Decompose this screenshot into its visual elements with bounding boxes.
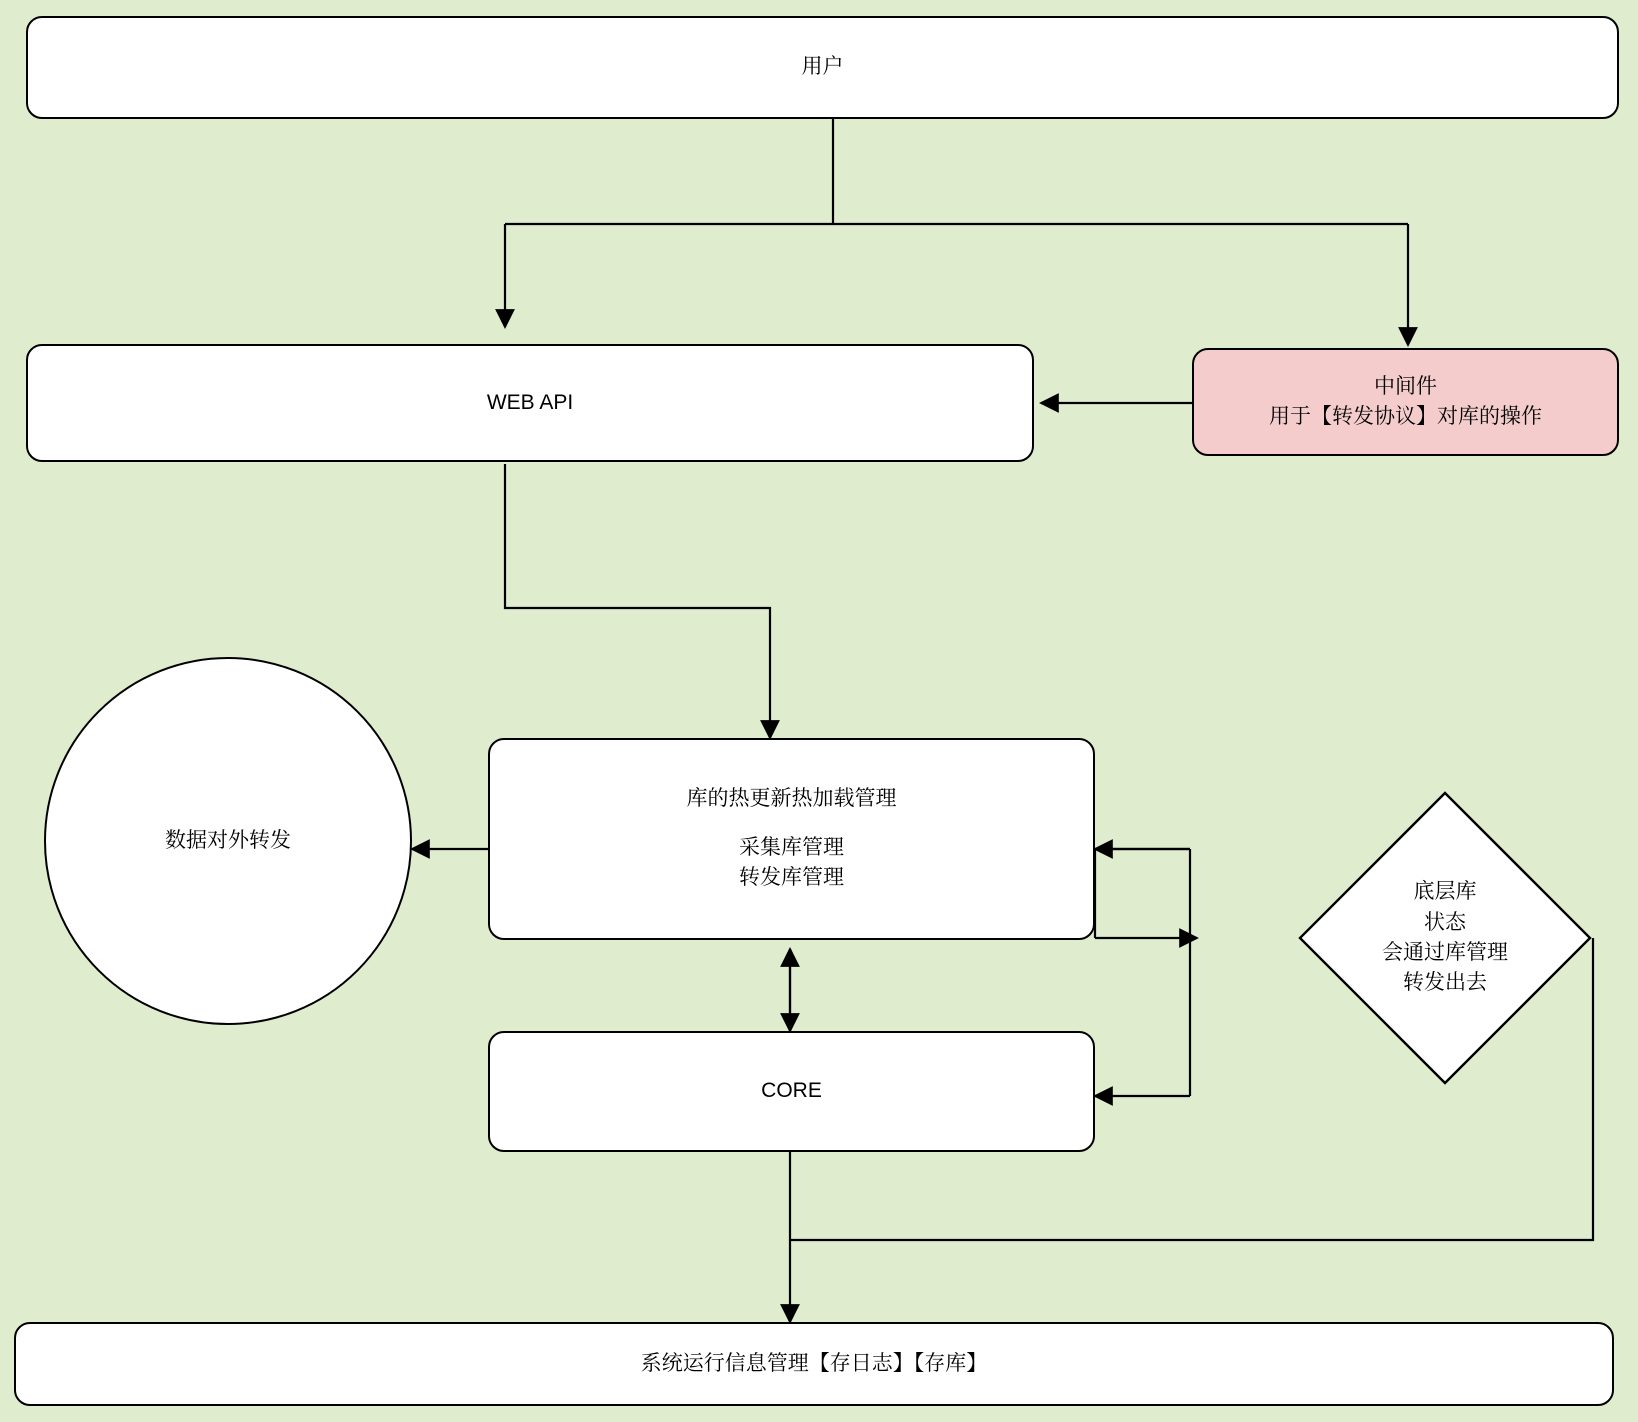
bottom-library-state-node[interactable] <box>1297 790 1593 1086</box>
user-node[interactable] <box>26 16 1619 119</box>
web-api-node[interactable] <box>26 344 1034 462</box>
system-runtime-info-node[interactable] <box>14 1322 1614 1406</box>
library-hot-update-node-label-line2: 采集库管理 <box>739 835 844 859</box>
library-hot-update-node[interactable] <box>488 738 1095 940</box>
middleware-node[interactable] <box>1192 348 1619 456</box>
library-hot-update-node-label-line1: 库的热更新热加载管理 <box>686 787 897 811</box>
bottom-library-state-label-line4: 转发出去 <box>1403 971 1487 995</box>
bottom-library-state-label-line1: 底层库 <box>1413 880 1477 904</box>
system-runtime-info-node-label: 系统运行信息管理【存日志】【存库】 <box>640 1351 988 1375</box>
core-node-label: CORE <box>761 1079 822 1103</box>
middleware-node-label-line2: 用于【转发协议】对库的操作 <box>1269 405 1542 428</box>
bottom-library-state-label-line3: 会通过库管理 <box>1382 941 1508 964</box>
library-hot-update-node-label-line3: 转发库管理 <box>739 866 844 890</box>
web-api-node-label: WEB API <box>486 390 574 414</box>
core-node[interactable] <box>488 1031 1095 1152</box>
user-node-label: 用户 <box>801 55 844 79</box>
data-forward-node[interactable] <box>44 657 412 1025</box>
data-forward-node-label: 数据对外转发 <box>165 828 291 852</box>
bottom-library-state-label-line2: 状态 <box>1424 910 1466 934</box>
middleware-node-label-line1: 中间件 <box>1374 374 1437 398</box>
